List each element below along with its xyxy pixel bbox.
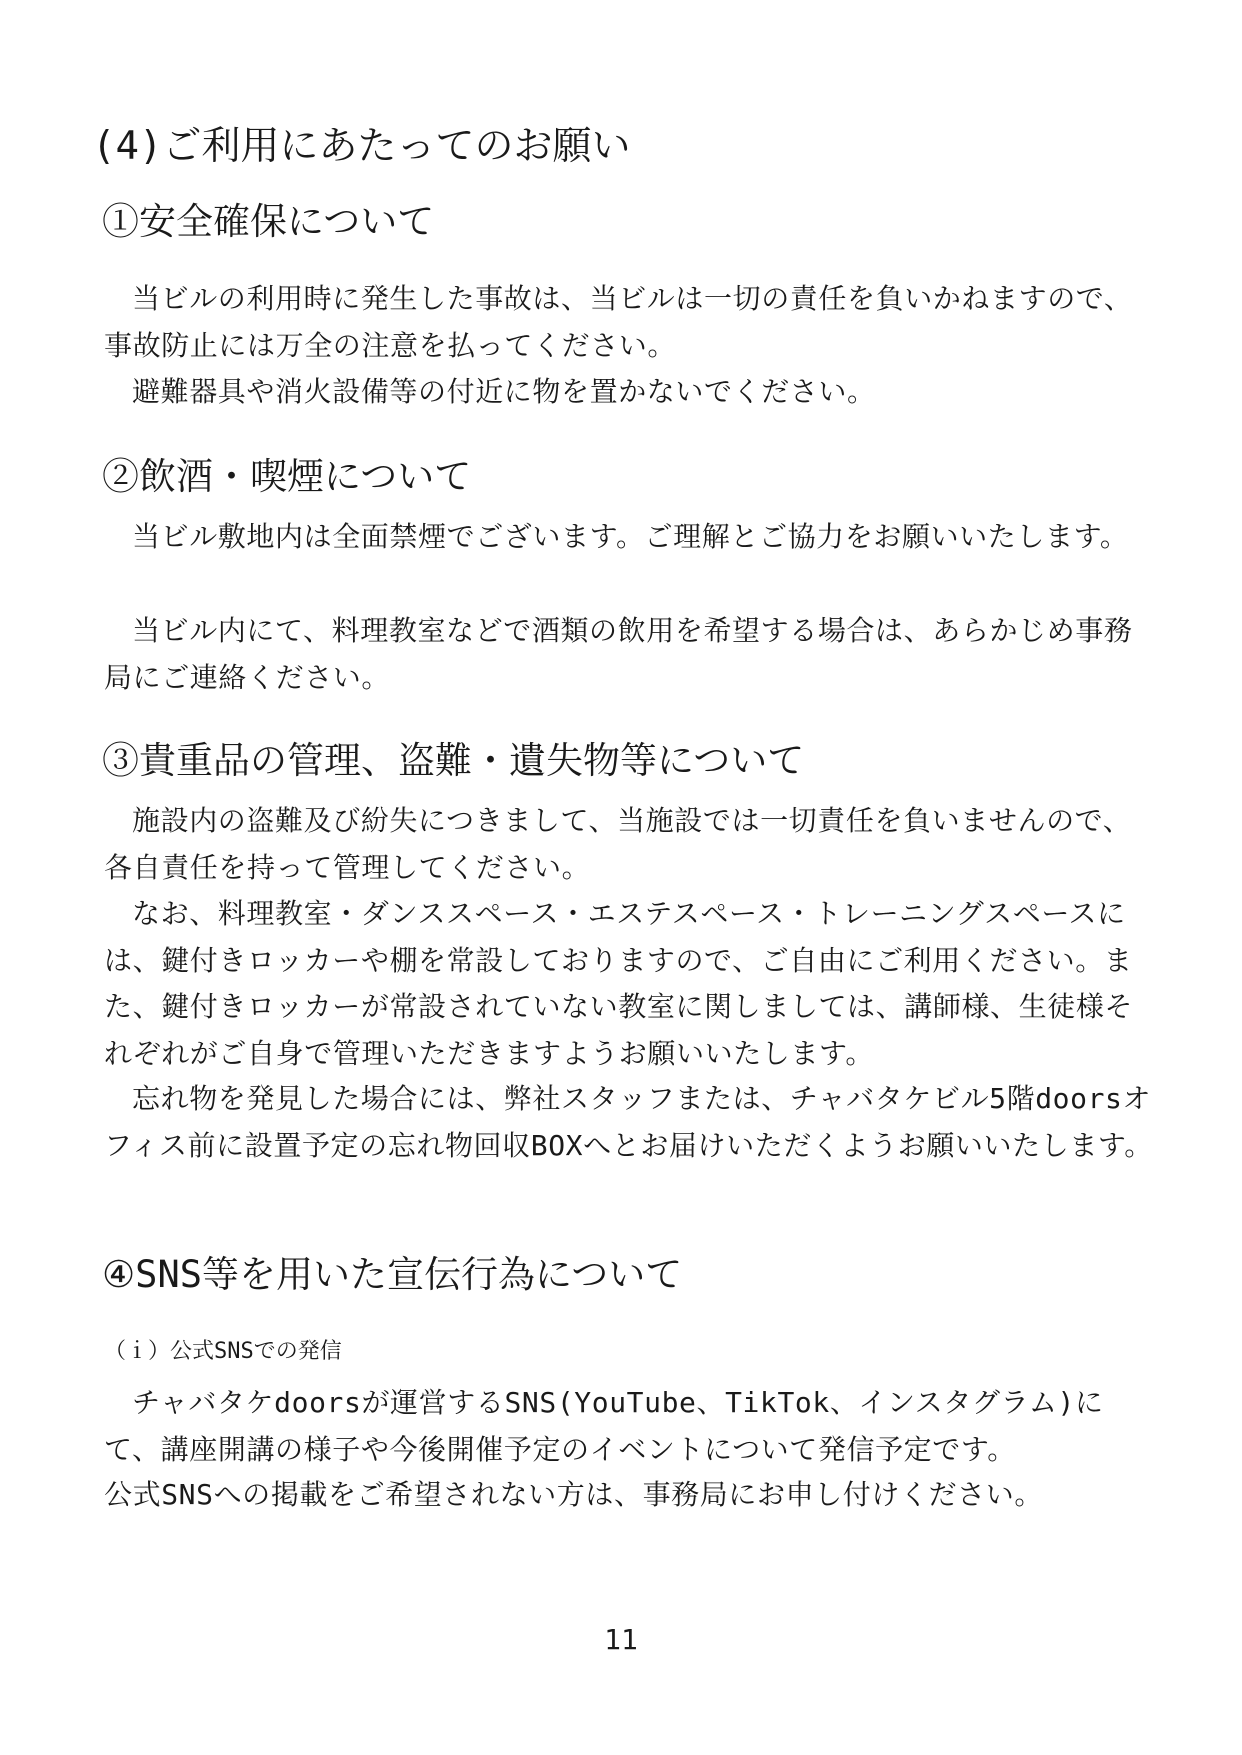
page-number: 11 [604, 1623, 638, 1656]
paragraph-safety-1: 当ビルの利用時に発生した事故は、当ビルは一切の責任を負いかねますので、事故防止には万全の注意を払ってください。 [104, 282, 1133, 362]
paragraph-drinking-smoking-1: 当ビル敷地内は全面禁煙でございます。ご理解とご協力をお願いいたします。 [132, 520, 1129, 553]
paragraph-sns-1: チャバタケdoorsが運営するSNS(YouTube、TikTok、インスタグラム)にて、講座開講の様子や今後開催予定のイベントについて発信予定です。 [104, 1386, 1104, 1466]
sub-heading-official-sns: （ｉ）公式SNSでの発信 [104, 1339, 342, 1364]
section-heading-safety: ①安全確保について [102, 200, 435, 243]
section-heading-valuables: ③貴重品の管理、盗難・遺失物等について [102, 739, 805, 782]
paragraph-sns-2: 公式SNSへの掲載をご希望されない方は、事務局にお申し付けください。 [104, 1478, 1043, 1511]
page-title: (4)ご利用にあたってのお願い [92, 124, 631, 169]
section-heading-drinking-smoking: ②飲酒・喫煙について [102, 455, 472, 498]
paragraph-safety-2: 避難器具や消火設備等の付近に物を置かないでください。 [132, 375, 876, 408]
paragraph-valuables-1: 施設内の盗難及び紛失につきまして、当施設では一切責任を負いませんので、各自責任を持って管理してください。 [104, 804, 1132, 884]
paragraph-valuables-3: 忘れ物を発見した場合には、弊社スタッフまたは、チャバタケビル5階doorsオフィス前に設置予定の忘れ物回収BOXへとお届けいただくようお願いいたします。 [104, 1082, 1153, 1162]
paragraph-drinking-smoking-2: 当ビル内にて、料理教室などで酒類の飲用を希望する場合は、あらかじめ事務局にご連絡ください。 [104, 614, 1133, 694]
paragraph-valuables-2: なお、料理教室・ダンススペース・エステスペース・トレーニングスペースには、鍵付きロッカーや棚を常設しておりますので、ご自由にご利用ください。また、鍵付きロッカーが常設されていない教室に関しましては、講師様、生徒様それぞれがご自身で管理いただきますようお願いいたします。 [104, 897, 1134, 1070]
section-heading-sns: ④SNS等を用いた宣伝行為について [102, 1253, 683, 1296]
